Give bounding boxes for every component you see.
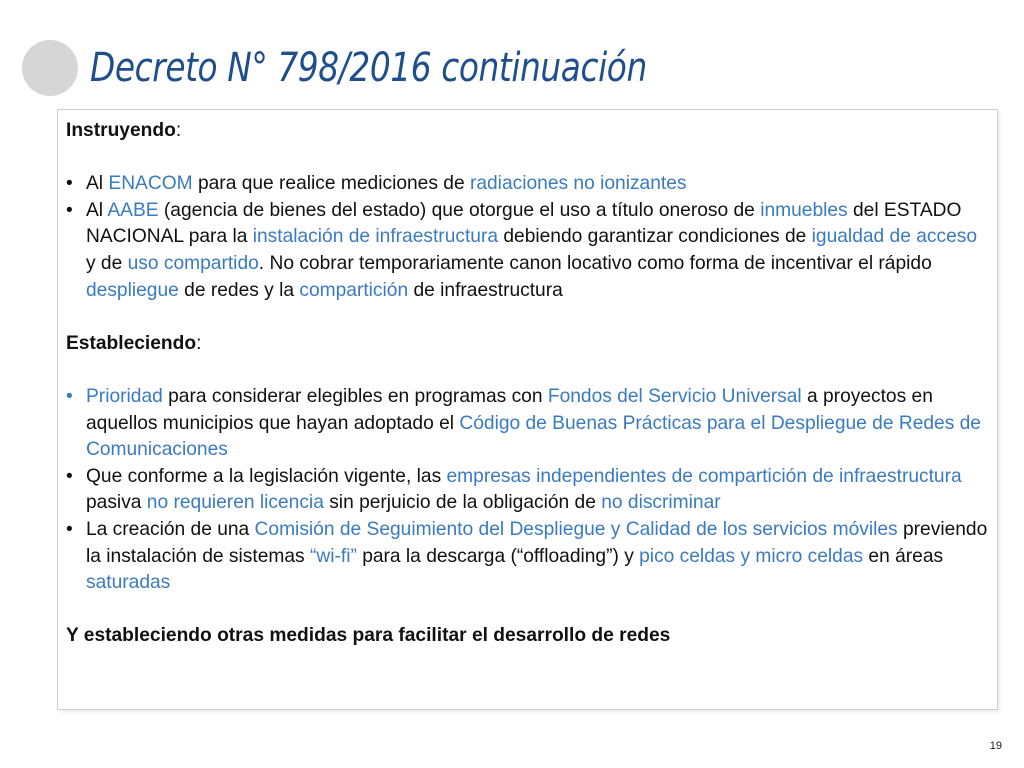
highlight-text: empresas independientes de compartición de infraestructura — [446, 465, 962, 487]
decorative-circle — [22, 40, 78, 96]
text: de redes y la — [178, 279, 300, 301]
highlight-text: Código de Buenas Prácticas para el Despliegue de Redes de Comunicaciones — [86, 412, 981, 461]
highlight-text: Prioridad — [86, 385, 163, 407]
highlight-text: Comisión de Seguimiento del Despliegue y Calidad de los servicios móviles — [254, 518, 898, 540]
highlight-text: no discriminar — [601, 492, 721, 514]
bullet-legislacion — [66, 464, 991, 517]
text: del ESTADO NACIONAL para la — [86, 199, 962, 248]
text: . No cobrar temporariamente canon locativo como forma de incentivar el rápido — [258, 252, 932, 274]
text: y de — [86, 252, 128, 274]
text: (agencia de bienes del estado) que otorgue el uso a título oneroso de — [158, 199, 761, 221]
highlight-text: inmuebles — [760, 199, 848, 221]
spacer — [66, 597, 991, 624]
highlight-text: compartición — [299, 279, 409, 301]
bullet-enacom — [66, 171, 991, 198]
highlight-text: no requieren licencia — [146, 492, 324, 514]
text: Al — [86, 199, 108, 221]
closing-statement: Y estableciendo otras medidas para facilitar el desarrollo de redes — [66, 625, 671, 647]
highlight-text: AABE — [107, 199, 159, 221]
highlight-text: uso compartido — [127, 252, 259, 274]
text: pasiva — [86, 492, 147, 514]
highlight-text: ENACOM — [108, 173, 193, 195]
heading-instruyendo — [66, 118, 991, 145]
highlight-text: “wi-fi” — [309, 545, 357, 567]
text: Al — [86, 173, 109, 195]
bullet-prioridad — [66, 384, 991, 464]
bullet-marker: • — [66, 518, 73, 540]
highlight-text: igualdad de acceso — [811, 226, 978, 248]
text: Que conforme a la legislación vigente, las — [86, 465, 447, 487]
highlight-text: Fondos del Servicio Universal — [547, 385, 802, 407]
heading-instruyendo-label: Instruyendo — [66, 120, 176, 141]
page-number: 19 — [989, 740, 1002, 752]
slide-content — [66, 118, 991, 650]
bullet-marker: • — [66, 385, 73, 407]
text: previendo la instalación de sistemas — [86, 518, 988, 567]
bullet-marker: • — [66, 465, 73, 487]
bullet-comision — [66, 517, 991, 597]
heading-colon: : — [175, 120, 182, 141]
bullet-marker: • — [66, 199, 73, 221]
text: de infraestructura — [408, 279, 563, 301]
highlight-text: saturadas — [86, 572, 171, 594]
spacer — [66, 145, 991, 172]
highlight-text: pico celdas y micro celdas — [639, 545, 864, 567]
heading-estableciendo-label: Estableciendo — [66, 332, 197, 354]
text: en áreas — [863, 545, 944, 567]
bullet-marker: • — [66, 173, 73, 195]
bullet-aabe — [66, 198, 991, 304]
highlight-text: radiaciones no ionizantes — [469, 173, 687, 195]
text: a proyectos en aquellos municipios que hayan adoptado el — [86, 385, 933, 434]
highlight-text: despliegue — [86, 279, 179, 301]
text: debiendo garantizar condiciones de — [498, 226, 812, 248]
text: para la descarga (“offloading”) y — [356, 545, 640, 567]
text: para que realice mediciones de — [192, 173, 470, 195]
heading-colon: : — [196, 332, 202, 354]
spacer — [66, 357, 991, 384]
spacer — [66, 304, 991, 331]
slide-title: Decreto N° 798/2016 continuación — [90, 45, 647, 91]
text: La creación de una — [86, 518, 255, 540]
text: sin perjuicio de la obligación de — [323, 492, 602, 514]
heading-estableciendo — [66, 331, 991, 358]
highlight-text: instalación de infraestructura — [252, 226, 499, 248]
text: para considerar elegibles en programas con — [162, 385, 548, 407]
